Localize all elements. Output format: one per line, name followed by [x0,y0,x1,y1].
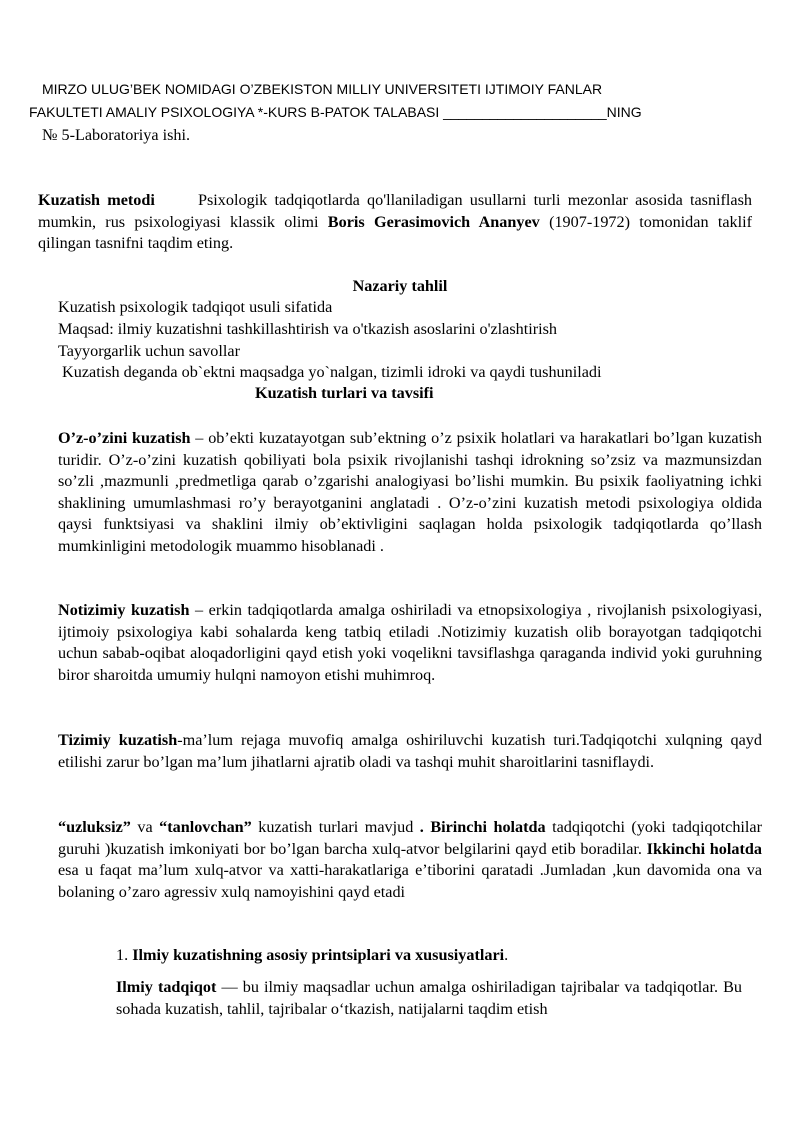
continuous-selective-paragraph [58,817,762,903]
scientific-research-term: Ilmiy tadqiqot [116,978,217,996]
intro-text-1: Psixologik tadqiqotlarda qo'llaniladigan usullarni turli mezonlar asosida tasniflash mumkin, rus psixologiyasi klassik olimi [38,191,752,231]
principles-heading-end: . [504,946,509,964]
principles-number: 1. [116,946,129,964]
theory-line: Tayyorgarlik uchun savollar [58,342,240,360]
scientific-research-text: — bu ilmiy maqsadlar uchun amalga oshiriladigan tajribalar va tadqiqotlar. Bu sohada kuzatish, tahlil, tajribalar o‘tkazish, natijalarni taqdim etish [116,978,742,1018]
intro-text-2: (1907-1972) tomonidan taklif qilingan tasnifni taqdim eting. [38,212,753,252]
continuous-text-4: esa u faqat ma’lum xulq-atvor va xatti-harakatlariga e’tiborini qaratadi .Jumladan ,kun davomida ona va bolaning o’zaro agressiv xulq namoyishini qayd etadi [58,861,762,901]
systematic-term: Tizimiy kuzatish [58,731,178,749]
first-case-term: . Birinchi holatda [419,818,546,836]
continuous-text-3: tadqiqotchi (yoki tadqiqotchilar guruhi )kuzatish imkoniyati bor bo’lgan barcha xulq-atvor belgilarini qayd etib boradilar. [58,818,762,858]
theory-line: Kuzatish deganda ob`ektni maqsadga yo`nalgan, tizimli idroki va qaydi tushuniladi [58,363,602,381]
continuous-text-2: kuzatish turlari mavjud [251,818,420,836]
theory-line: Maqsad: ilmiy kuzatishni tashkillashtirish va o'tkazish asoslarini o'zlashtirish [58,320,558,338]
selective-term: “tanlovchan” [159,818,252,836]
lab-work-title: № 5-Laboratoriya ishi. [42,126,191,144]
theory-heading-text: Nazariy tahlil [352,277,448,295]
intro-paragraph [38,190,752,255]
unsystematic-term: Notizimiy kuzatish [58,601,190,619]
theory-line: Kuzatish psixologik tadqiqot usuli sifatida [58,298,333,316]
principles-heading [116,945,508,967]
second-case-term: Ikkinchi holatda [646,839,762,858]
types-heading [255,383,434,405]
unsystematic-text: – erkin tadqiqotlarda amalga oshiriladi va etnopsixologiya , rivojlanish psixologiyasi, ijtimoiy psixologiya kabi sohalarda keng tatbiq etiladi .Notizimiy kuzatish olib borayotgan tadqiqotchi uchun sabab-oqibat aloqadorligini qayd etish yoki voqelikni tavsiflashga qaraganda individ yoki guruhning biror sharoitda umumiy hulqni namoyon etishi muhimroq. [58,601,763,684]
continuous-term: “uzluksiz” [58,818,131,836]
self-observation-text: – ob’ekti kuzatayotgan sub’ektning o’z psixik holatlari va harakatlari bo’lgan kuzatish turidir. O’z-o’zini kuzatish qobiliyati bola psixik rivojlanishi tashqi idrokning so’zsiz va mazmunsizdan so’zli ,mazmunli ,predmetliga qarab o’zgarishi analogiyasi bo’lishi mumkin. Bu psixik faoliyatning ichki shaklining umumlashmasi ro’y berayotganini anglatadi . O’z-o’zini kuzatish metodi psixologiya oldida qaysi funktsiyasi va shaklini ilmiy ob’ektivligini saqlagan holda psixologik tadqiqotlarda qo’llash mumkinligini metodologik muammo hisoblanadi . [58,429,762,555]
theory-heading [0,276,800,298]
self-observation-term: O’z-o’zini kuzatish [58,429,191,447]
intro-name: Boris Gerasimovich Ananyev [327,212,540,231]
principles-heading-text: Ilmiy kuzatishning asosiy printsiplari va xususiyatlari [132,946,505,964]
scientific-research-paragraph [116,977,742,1020]
systematic-text: -ma’lum rejaga muvofiq amalga oshiriluvchi kuzatish turi.Tadqiqotchi xulqning qayd etilishi zarur bo’lgan ma’lum jihatlarni ajratib oladi va tashqi muhit sharoitlarini tasniflaydi. [58,731,762,771]
systematic-observation-paragraph [58,730,762,773]
header-line-1: MIRZO ULUG’BEK NOMIDAGI O’ZBEKISTON MILLIY UNIVERSITETI IJTIMOIY FANLAR [42,81,603,97]
intro-term: Kuzatish metodi [38,191,155,209]
types-heading-text: Kuzatish turlari va tavsifi [255,384,434,402]
self-observation-paragraph [58,428,762,557]
header-line-2: FAKULTETI AMALIY PSIXOLOGIYA *-KURS B-PATOK TALABASI _____________________NING [29,104,642,120]
unsystematic-observation-paragraph [58,600,762,686]
continuous-text-1: va [130,818,160,836]
